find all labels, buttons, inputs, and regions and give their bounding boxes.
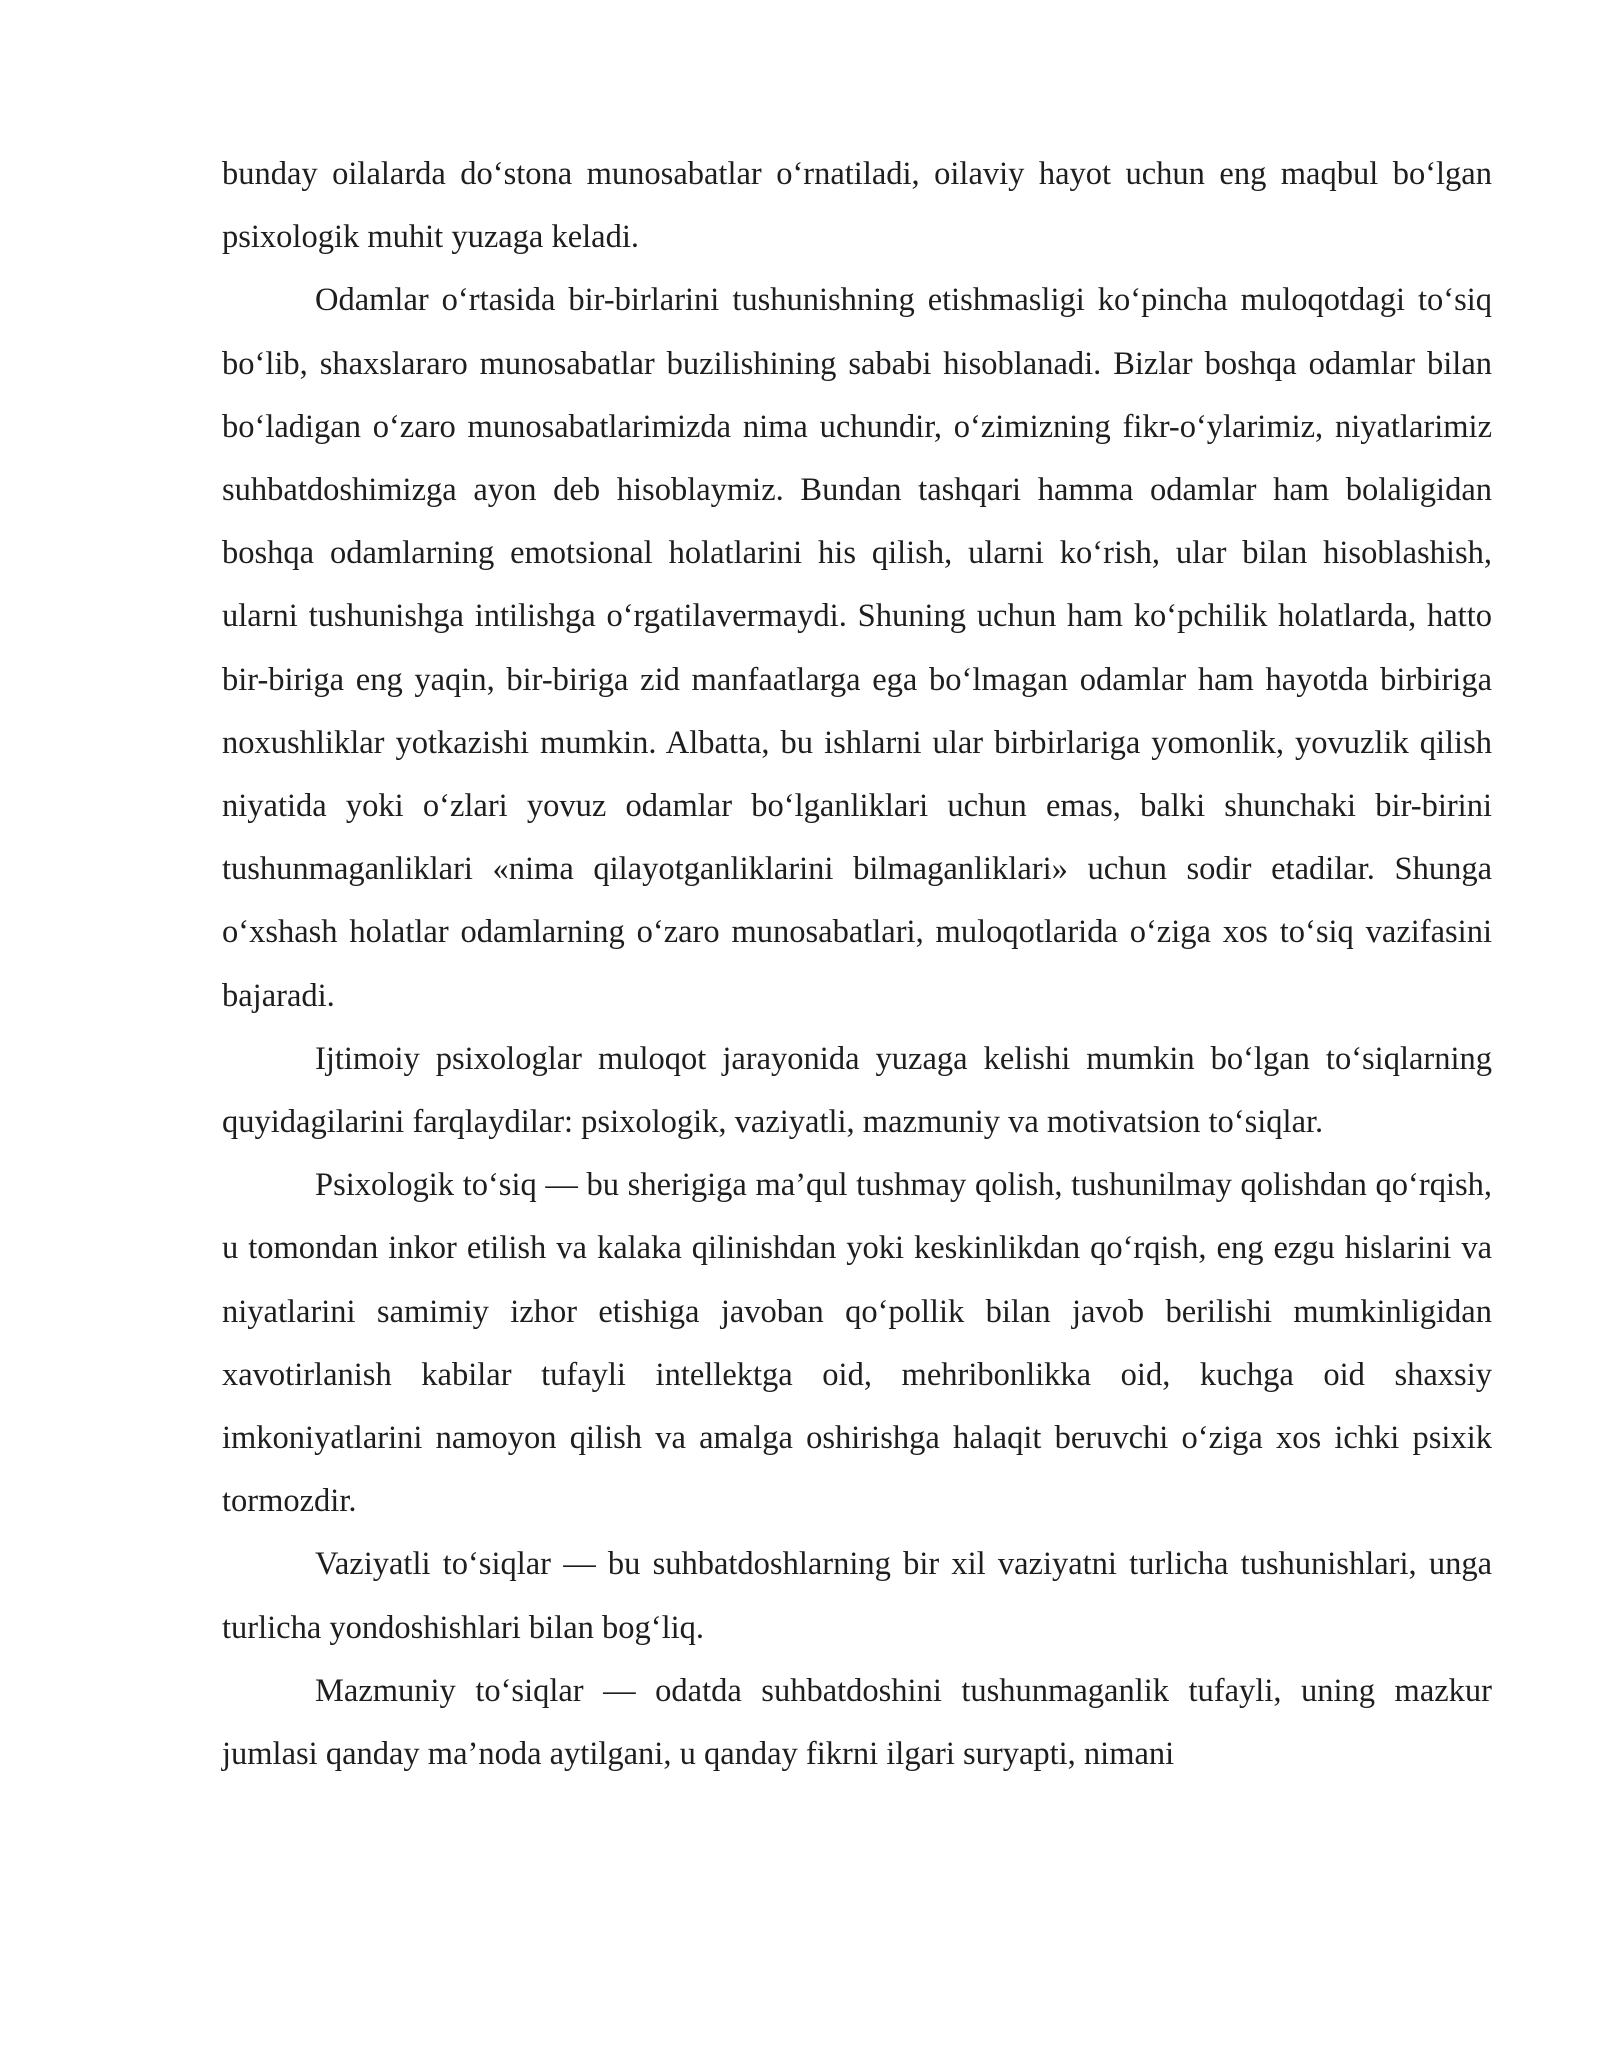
paragraph-situational-barrier: Vaziyatli to‘siqlar — bu suhbatdoshlarning bir xil vaziyatni turlicha tushunishlari, unga turlicha yondoshishlari bilan bog‘liq. xyxy=(222,1546,1492,1646)
paragraph-continued: bunday oilalarda do‘stona munosabatlar o‘rnatiladi, oilaviy hayot uchun eng maqbul bo‘lgan psixologik muhit yuzaga keladi. xyxy=(222,156,1492,256)
paragraph-barrier-types: Ijtimoiy psixologlar muloqot jarayonida yuzaga kelishi mumkin bo‘lgan to‘siqlarning quyidagilarini farqlaydilar: psixologik, vaziyatli, mazmuniy va motivatsion to‘siqlar. xyxy=(222,1040,1492,1141)
paragraph-psychological-barrier: Psixologik to‘siq — bu sherigiga ma’qul tushmay qolish, tushunilmay qolishdan qo‘rqish, u tomondan inkor etilish va kalaka qilinishdan yoki keskinlikdan qo‘rqish, eng ezgu hislarini va niyatlarini samimiy izhor etishiga javoban qo‘pollik bilan javob berilishi mumkinligidan xavotirlanish kabilar tufayli intellektga oid, mehribonlikka oid, kuchga oid shaxsiy imkoniyatlarini namoyon qilish va amalga oshirishga halaqit beruvchi o‘ziga xos ichki psixik tormozdir. xyxy=(222,1167,1492,1520)
document-body xyxy=(222,143,1492,1786)
paragraph-communication-barrier: Odamlar o‘rtasida bir-birlarini tushunishning etishmasligi ko‘pincha muloqotdagi to‘siq bo‘lib, shaxslararo munosabatlar buzilishining sababi hisoblanadi. Bizlar boshqa odamlar bilan bo‘ladigan o‘zaro munosabatlarimizda nima uchundir, o‘zimizning fikr-o‘ylarimiz, niyatlarimiz suhbatdoshimizga ayon deb hisoblaymiz. Bundan tashqari hamma odamlar ham bolaligidan boshqa odamlarning emotsional holatlarini his qilish, ularni ko‘rish, ular bilan hisoblashish, ularni tushunishga intilishga o‘rgatilavermaydi. Shuning uchun ham ko‘pchilik holatlarda, hatto bir-biriga eng yaqin, bir-biriga zid manfaatlarga ega bo‘lmagan odamlar ham hayotda birbiriga noxushliklar yotkazishi mumkin. Albatta, bu ishlarni ular birbirlariga yomonlik, yovuzlik qilish niyatida yoki o‘zlari yovuz odamlar bo‘lganliklari uchun emas, balki shunchaki bir-birini tushunmaganliklari «nima qilayotganliklarini bilmaganliklari» uchun sodir etadilar. Shunga o‘xshash holatlar odamlarning o‘zaro munosabatlari, muloqotlarida o‘ziga xos to‘siq vazifasini bajaradi. xyxy=(222,282,1492,1014)
paragraph-semantic-barrier: Mazmuniy to‘siqlar — odatda suhbatdoshini tushunmaganlik tufayli, uning mazkur jumlasi qanday ma’noda aytilgani, u qanday fikrni ilgari suryapti, nimani xyxy=(222,1672,1492,1773)
